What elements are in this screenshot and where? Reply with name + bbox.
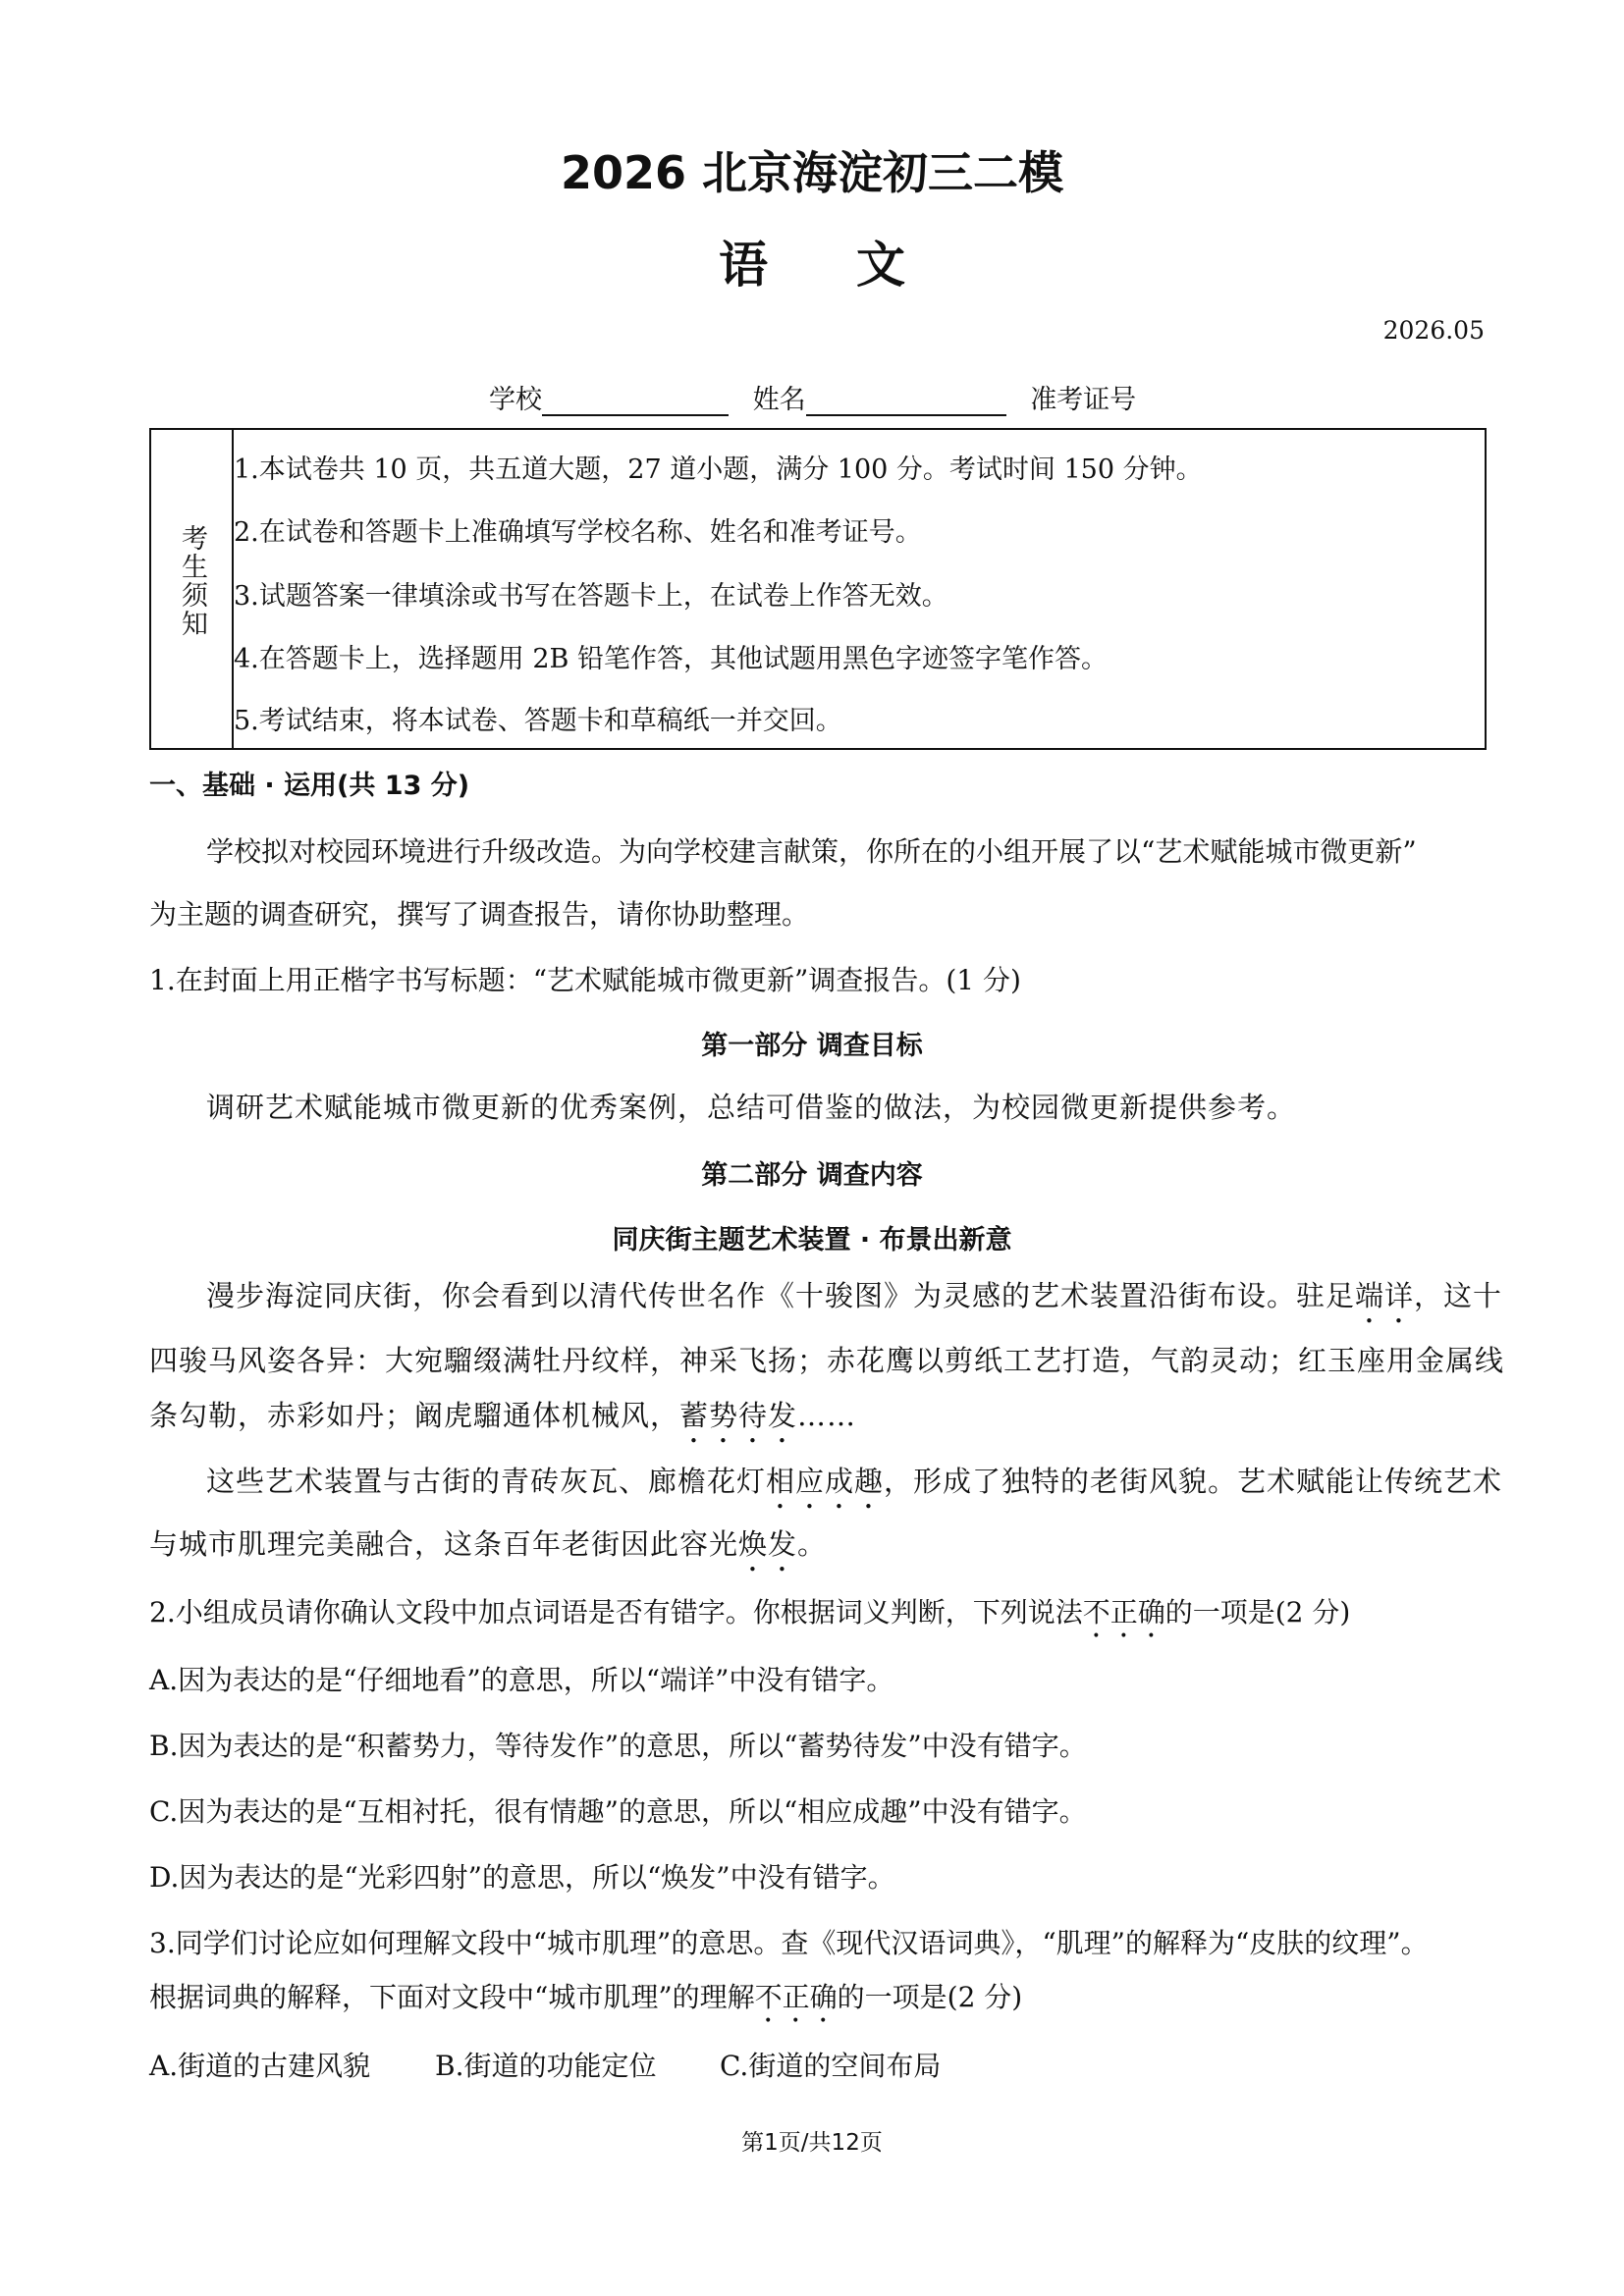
option-d: D.因为表达的是“光彩四射”的意思，所以“焕发”中没有错字。 bbox=[149, 1861, 895, 1894]
passage-text: 与城市肌理完美融合，这条百年老街因此容光 bbox=[149, 1527, 739, 1561]
part1-title: 第一部分 调查目标 bbox=[701, 1031, 923, 1061]
option-c: C.街道的空间布局 bbox=[720, 2050, 942, 2082]
exam-date: 2026.05 bbox=[1382, 316, 1485, 345]
subject-title: 语文 bbox=[719, 237, 994, 294]
part1-text: 调研艺术赋能城市微更新的优秀案例，总结可借鉴的做法，为校园微更新提供参考。 bbox=[206, 1091, 1297, 1124]
notice-side-cell bbox=[151, 430, 234, 748]
dotted-word: 焕发 bbox=[738, 1527, 798, 1561]
school-label: 学校 bbox=[489, 385, 542, 415]
question-3: 3.同学们讨论应如何理解文段中“城市肌理”的意思。查《现代汉语词典》，“肌理”的解释为“皮肤的纹理”。 bbox=[149, 1927, 1429, 1959]
question-3 bbox=[149, 1976, 1022, 2029]
option-b: B.因为表达的是“积蓄势力，等待发作”的意思，所以“蓄势待发”中没有错字。 bbox=[149, 1730, 1087, 1762]
question-text: 根据词典的解释，下面对文段中“城市肌理”的理解 bbox=[149, 1981, 755, 2013]
section-heading: 一、基础 · 运用(共 13 分) bbox=[149, 771, 470, 801]
passage-text: ，这十 bbox=[1414, 1279, 1503, 1312]
option-c: C.因为表达的是“互相衬托，很有情趣”的意思，所以“相应成趣”中没有错字。 bbox=[149, 1795, 1087, 1828]
exam-notice-box bbox=[149, 428, 1487, 750]
passage-line bbox=[206, 1274, 1502, 1330]
question-text: 2.小组成员请你确认文段中加点词语是否有错字。你根据词义判断，下列说法 bbox=[149, 1596, 1083, 1629]
passage-line bbox=[206, 1460, 1502, 1516]
id-label: 准考证号 bbox=[1030, 385, 1137, 415]
name-label: 姓名 bbox=[752, 385, 806, 415]
dotted-word: 端详 bbox=[1355, 1279, 1415, 1312]
passage-text: 。 bbox=[797, 1527, 828, 1561]
question-1: 1.在封面上用正楷字书写标题：“艺术赋能城市微更新”调查报告。(1 分) bbox=[149, 964, 1021, 996]
question-2 bbox=[149, 1591, 1350, 1644]
intro-text: 为主题的调查研究，撰写了调查报告，请你协助整理。 bbox=[149, 898, 810, 931]
page-number: 第1页/共12页 bbox=[741, 2130, 883, 2156]
part2-title: 第二部分 调查内容 bbox=[701, 1160, 923, 1191]
passage-text: …… bbox=[797, 1399, 857, 1432]
question-text: 的一项是(2 分) bbox=[837, 1981, 1023, 2013]
notice-item: 3.试题答案一律填涂或书写在答题卡上，在试卷上作答无效。 bbox=[234, 581, 948, 612]
case-title: 同庆街主题艺术装置 · 布景出新意 bbox=[612, 1225, 1012, 1255]
school-field[interactable] bbox=[542, 391, 729, 416]
intro-text: 学校拟对校园环境进行升级改造。为向学校建言献策，你所在的小组开展了以“艺术赋能城市微更新” bbox=[206, 835, 1417, 868]
question-text: 的一项是(2 分) bbox=[1164, 1596, 1351, 1629]
dotted-word: 不正确 bbox=[754, 1981, 838, 2013]
student-info-line bbox=[489, 378, 1136, 416]
passage-line bbox=[149, 1394, 856, 1450]
passage-text: ，形成了独特的老街风貌。艺术赋能让传统艺术 bbox=[884, 1465, 1503, 1498]
dotted-word: 不正确 bbox=[1082, 1596, 1165, 1629]
notice-item: 2.在试卷和答题卡上准确填写学校名称、姓名和准考证号。 bbox=[234, 517, 922, 548]
passage-line bbox=[149, 1522, 827, 1578]
exam-title: 2026 北京海淀初三二模 bbox=[560, 146, 1064, 199]
passage-text: 这些艺术装置与古街的青砖灰瓦、廊檐花灯 bbox=[206, 1465, 767, 1498]
passage-text: 条勾勒，赤彩如丹；阚虎騮通体机械风， bbox=[149, 1399, 680, 1432]
dotted-word: 蓄势待发 bbox=[679, 1399, 798, 1432]
option-a: A.街道的古建风貌 bbox=[149, 2050, 371, 2082]
name-field[interactable] bbox=[806, 391, 1006, 416]
passage-line: 四骏马风姿各异：大宛騮缀满牡丹纹样，神采飞扬；赤花鹰以剪纸工艺打造，气韵灵动；红玉座用金属线 bbox=[149, 1344, 1505, 1377]
notice-item: 4.在答题卡上，选择题用 2B 铅笔作答，其他试题用黑色字迹签字笔作答。 bbox=[234, 644, 1108, 674]
dotted-word: 相应成趣 bbox=[766, 1465, 885, 1498]
notice-side-label: 考生须知 bbox=[177, 524, 207, 638]
passage-text: 漫步海淀同庆街，你会看到以清代传世名作《十骏图》为灵感的艺术装置沿街布设。驻足 bbox=[206, 1279, 1356, 1312]
notice-item: 1.本试卷共 10 页，共五道大题，27 道小题，满分 100 分。考试时间 150 分钟。 bbox=[234, 454, 1203, 485]
option-b: B.街道的功能定位 bbox=[435, 2050, 657, 2082]
notice-item: 5.考试结束，将本试卷、答题卡和草稿纸一并交回。 bbox=[234, 706, 842, 736]
option-a: A.因为表达的是“仔细地看”的意思，所以“端详”中没有错字。 bbox=[149, 1664, 894, 1696]
